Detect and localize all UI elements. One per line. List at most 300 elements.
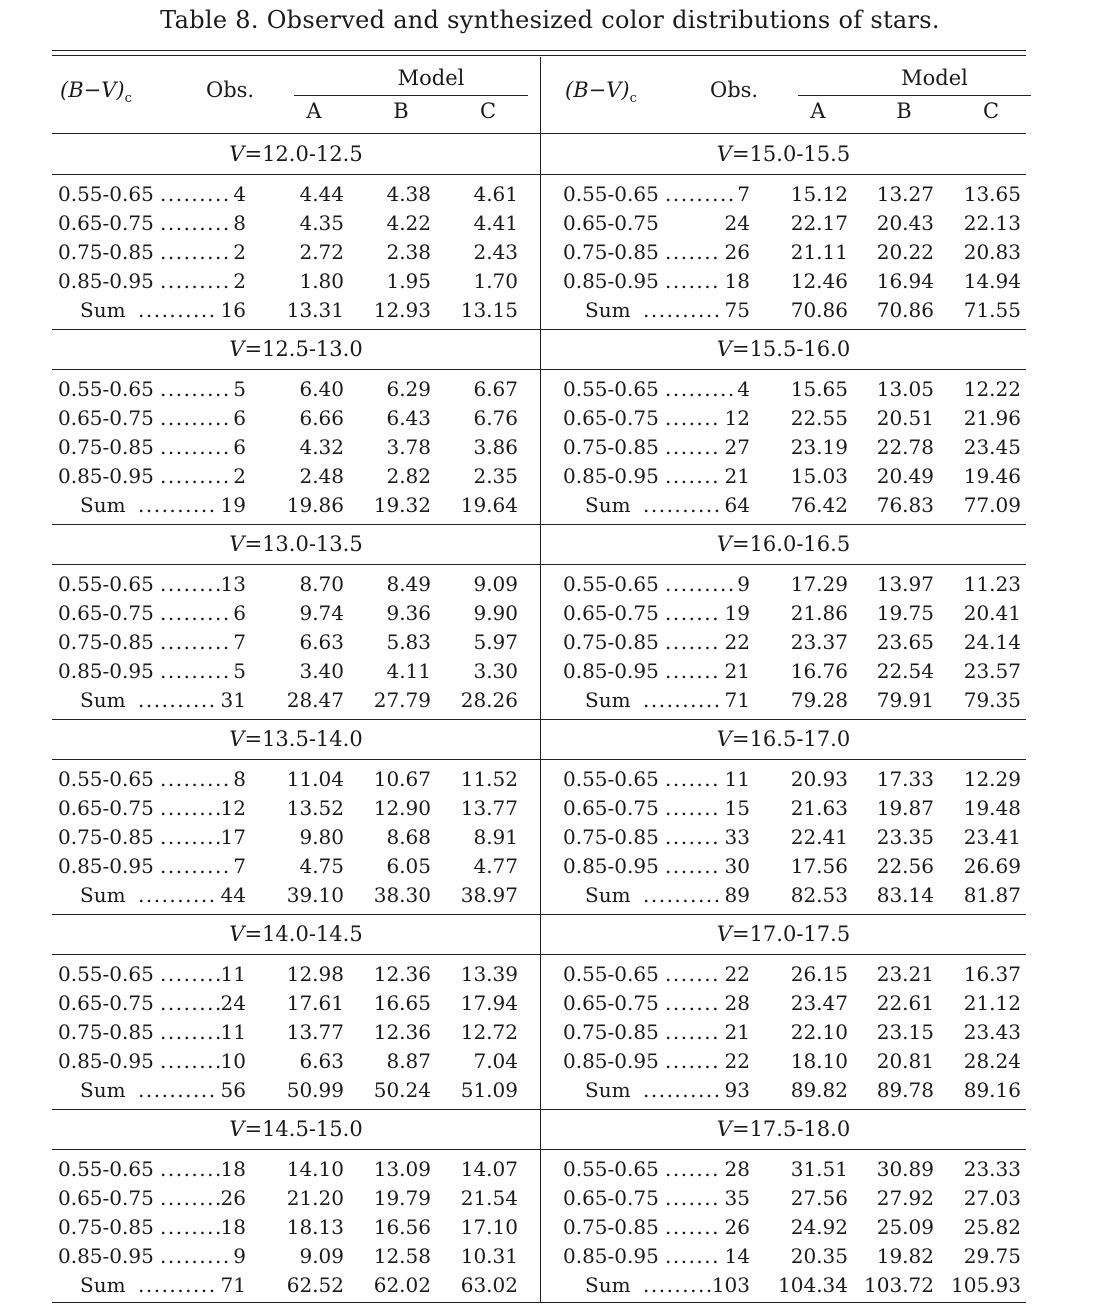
color-bin-label: 0.75-0.85 — [563, 435, 659, 459]
bottom-rule — [52, 1302, 1026, 1303]
model-a-value: 15.12 — [790, 182, 848, 206]
section-label — [541, 922, 1026, 946]
model-b-value: 4.38 — [386, 182, 431, 206]
model-c-value: 3.86 — [473, 435, 518, 459]
model-b-value: 83.14 — [876, 883, 934, 907]
dot-leader: ....... — [665, 767, 721, 791]
dot-leader: .......... — [643, 1078, 722, 1102]
section-label — [541, 142, 1026, 166]
model-a-value: 18.13 — [286, 1215, 344, 1239]
model-c-value: 105.93 — [951, 1273, 1021, 1297]
section-rule — [52, 954, 540, 955]
dot-leader: ....... — [665, 1157, 721, 1181]
model-a-value: 15.03 — [790, 464, 848, 488]
model-a-value: 23.19 — [790, 435, 848, 459]
model-c-value: 63.02 — [460, 1273, 518, 1297]
model-c-value: 23.43 — [963, 1020, 1021, 1044]
model-b-value: 16.56 — [373, 1215, 431, 1239]
model-a-value: 4.32 — [299, 435, 344, 459]
model-a-value: 28.47 — [286, 688, 344, 712]
model-b-value: 19.32 — [373, 493, 431, 517]
dot-leader: ......... — [160, 659, 231, 683]
model-c-value: 24.14 — [963, 630, 1021, 654]
magnitude-symbol: V — [716, 337, 732, 361]
section-separator — [52, 1109, 540, 1110]
color-bin-label: 0.85-0.95 — [58, 1049, 154, 1073]
magnitude-symbol: V — [229, 1117, 245, 1141]
model-b-value: 70.86 — [876, 298, 934, 322]
model-c-value: 17.94 — [460, 991, 518, 1015]
model-b-value: 103.72 — [864, 1273, 934, 1297]
color-bin-label: 0.75-0.85 — [563, 825, 659, 849]
model-a-value: 20.35 — [790, 1244, 848, 1268]
section-label — [52, 532, 540, 556]
obs-value: 21 — [724, 464, 750, 488]
dot-leader: ........ — [160, 1215, 223, 1239]
obs-value: 71 — [220, 1273, 246, 1297]
obs-value: 16 — [220, 298, 246, 322]
magnitude-symbol: V — [229, 337, 245, 361]
color-bin-label: 0.65-0.75 — [563, 406, 659, 430]
obs-value: 9 — [737, 572, 750, 596]
dot-leader: ......... — [160, 406, 231, 430]
model-a-value: 13.31 — [286, 298, 344, 322]
model-c-value: 19.46 — [963, 464, 1021, 488]
dot-leader: ........ — [160, 1020, 223, 1044]
section-separator — [541, 524, 1026, 525]
obs-value: 14 — [724, 1244, 750, 1268]
model-a-value: 6.40 — [299, 377, 344, 401]
bv-label: (B−V) — [565, 78, 630, 102]
model-a-value: 70.86 — [790, 298, 848, 322]
color-bin-label: 0.65-0.75 — [563, 601, 659, 625]
model-a-value: 12.46 — [790, 269, 848, 293]
color-bin-label: 0.65-0.75 — [563, 1186, 659, 1210]
column-header-model-c: C — [479, 99, 497, 123]
model-a-value: 11.04 — [286, 767, 344, 791]
model-b-value: 30.89 — [876, 1157, 934, 1181]
model-b-value: 16.94 — [876, 269, 934, 293]
color-bin-label: 0.85-0.95 — [563, 269, 659, 293]
magnitude-range: =12.0-12.5 — [244, 142, 363, 166]
dot-leader: ....... — [665, 854, 721, 878]
model-c-value: 4.77 — [473, 854, 518, 878]
obs-value: 103 — [711, 1273, 750, 1297]
model-b-value: 38.30 — [373, 883, 431, 907]
column-header-obs: Obs. — [206, 78, 255, 102]
dot-leader: .......... — [138, 688, 217, 712]
model-b-value: 20.49 — [876, 464, 934, 488]
color-bin-label: 0.75-0.85 — [58, 240, 154, 264]
model-b-value: 2.82 — [386, 464, 431, 488]
magnitude-symbol: V — [229, 532, 245, 556]
model-c-value: 4.61 — [473, 182, 518, 206]
model-a-value: 13.77 — [286, 1020, 344, 1044]
color-bin-label: 0.55-0.65 — [563, 572, 659, 596]
model-a-value: 62.52 — [286, 1273, 344, 1297]
model-a-value: 2.48 — [299, 464, 344, 488]
obs-value: 6 — [233, 406, 246, 430]
dot-leader: ......... — [160, 601, 231, 625]
obs-value: 9 — [233, 1244, 246, 1268]
model-a-value: 22.41 — [790, 825, 848, 849]
section-rule — [52, 759, 540, 760]
model-c-value: 77.09 — [963, 493, 1021, 517]
dot-leader: ........ — [160, 572, 223, 596]
obs-value: 30 — [724, 854, 750, 878]
model-c-value: 11.23 — [963, 572, 1021, 596]
dot-leader: .......... — [138, 883, 217, 907]
table-title: Table 8. Observed and synthesized color distributions of stars. — [160, 6, 940, 34]
model-b-value: 79.91 — [876, 688, 934, 712]
dot-leader: ........ — [160, 1186, 223, 1210]
model-underline — [798, 95, 1031, 96]
obs-value: 10 — [220, 1049, 246, 1073]
color-bin-label: 0.75-0.85 — [58, 1215, 154, 1239]
model-c-value: 9.09 — [473, 572, 518, 596]
model-c-value: 16.37 — [963, 962, 1021, 986]
obs-value: 89 — [724, 883, 750, 907]
model-underline — [294, 95, 528, 96]
column-header-model: Model — [397, 66, 465, 90]
model-c-value: 23.41 — [963, 825, 1021, 849]
model-c-value: 6.67 — [473, 377, 518, 401]
section-label — [52, 1117, 540, 1141]
model-a-value: 4.35 — [299, 211, 344, 235]
color-bin-label: 0.55-0.65 — [58, 1157, 154, 1181]
obs-value: 6 — [233, 435, 246, 459]
obs-value: 19 — [220, 493, 246, 517]
dot-leader: ......... — [665, 182, 736, 206]
model-b-value: 8.87 — [386, 1049, 431, 1073]
sum-label: Sum — [585, 1078, 631, 1102]
model-b-value: 19.87 — [876, 796, 934, 820]
section-label — [52, 727, 540, 751]
magnitude-symbol: V — [716, 1117, 732, 1141]
dot-leader: .......... — [643, 298, 722, 322]
obs-value: 26 — [220, 1186, 246, 1210]
obs-value: 18 — [220, 1215, 246, 1239]
obs-value: 71 — [724, 688, 750, 712]
bv-subscript: c — [124, 91, 132, 107]
model-b-value: 10.67 — [373, 767, 431, 791]
model-c-value: 6.76 — [473, 406, 518, 430]
obs-value: 12 — [220, 796, 246, 820]
model-b-value: 4.11 — [386, 659, 431, 683]
model-c-value: 12.22 — [963, 377, 1021, 401]
dot-leader: ....... — [665, 601, 721, 625]
model-b-value: 1.95 — [386, 269, 431, 293]
model-c-value: 12.29 — [963, 767, 1021, 791]
obs-value: 18 — [724, 269, 750, 293]
section-rule — [541, 564, 1026, 565]
center-divider — [540, 57, 541, 1302]
color-bin-label: 0.75-0.85 — [58, 825, 154, 849]
dot-leader: ....... — [665, 991, 721, 1015]
obs-value: 35 — [724, 1186, 750, 1210]
obs-value: 15 — [724, 796, 750, 820]
dot-leader: ......... — [160, 630, 231, 654]
sum-label: Sum — [80, 1078, 126, 1102]
model-b-value: 22.54 — [876, 659, 934, 683]
color-bin-label: 0.85-0.95 — [563, 659, 659, 683]
obs-value: 11 — [724, 767, 750, 791]
magnitude-symbol: V — [716, 532, 732, 556]
model-b-value: 23.15 — [876, 1020, 934, 1044]
dot-leader: ....... — [665, 1215, 721, 1239]
model-c-value: 14.94 — [963, 269, 1021, 293]
dot-leader: ........ — [160, 962, 223, 986]
model-a-value: 50.99 — [286, 1078, 344, 1102]
obs-value: 27 — [724, 435, 750, 459]
dot-leader: ........ — [160, 991, 223, 1015]
model-c-value: 19.64 — [460, 493, 518, 517]
model-a-value: 18.10 — [790, 1049, 848, 1073]
color-bin-label: 0.75-0.85 — [58, 1020, 154, 1044]
model-a-value: 9.80 — [299, 825, 344, 849]
model-c-value: 29.75 — [963, 1244, 1021, 1268]
model-b-value: 20.51 — [876, 406, 934, 430]
model-b-value: 22.56 — [876, 854, 934, 878]
header-rule — [52, 133, 540, 134]
model-a-value: 21.20 — [286, 1186, 344, 1210]
color-bin-label: 0.75-0.85 — [563, 1020, 659, 1044]
model-a-value: 89.82 — [790, 1078, 848, 1102]
color-bin-label: 0.75-0.85 — [58, 630, 154, 654]
model-c-value: 2.35 — [473, 464, 518, 488]
section-separator — [541, 1109, 1026, 1110]
color-bin-label: 0.85-0.95 — [563, 1049, 659, 1073]
magnitude-range: =16.0-16.5 — [731, 532, 851, 556]
sum-label: Sum — [585, 493, 631, 517]
model-b-value: 6.05 — [386, 854, 431, 878]
magnitude-range: =13.0-13.5 — [244, 532, 363, 556]
column-header-model-b: B — [393, 99, 409, 123]
model-c-value: 71.55 — [963, 298, 1021, 322]
model-b-value: 3.78 — [386, 435, 431, 459]
dot-leader: ....... — [665, 796, 721, 820]
column-header-model: Model — [901, 66, 968, 90]
color-bin-label: 0.55-0.65 — [58, 182, 154, 206]
magnitude-range: =14.0-14.5 — [244, 922, 363, 946]
model-a-value: 6.63 — [299, 1049, 344, 1073]
color-bin-label: 0.65-0.75 — [58, 796, 154, 820]
model-b-value: 27.92 — [876, 1186, 934, 1210]
column-header-bv — [60, 78, 132, 111]
dot-leader: ......... — [665, 572, 736, 596]
model-c-value: 21.54 — [460, 1186, 518, 1210]
dot-leader: ....... — [665, 659, 721, 683]
obs-value: 26 — [724, 1215, 750, 1239]
obs-value: 17 — [220, 825, 246, 849]
model-b-value: 5.83 — [386, 630, 431, 654]
color-bin-label: 0.85-0.95 — [58, 659, 154, 683]
model-a-value: 22.17 — [790, 211, 848, 235]
section-label — [52, 922, 540, 946]
model-a-value: 23.47 — [790, 991, 848, 1015]
model-c-value: 20.83 — [963, 240, 1021, 264]
magnitude-symbol: V — [229, 922, 245, 946]
obs-value: 33 — [724, 825, 750, 849]
model-b-value: 27.79 — [373, 688, 431, 712]
color-bin-label: 0.85-0.95 — [563, 464, 659, 488]
obs-value: 22 — [724, 962, 750, 986]
dot-leader: ......... — [643, 1273, 714, 1297]
model-b-value: 19.79 — [373, 1186, 431, 1210]
model-a-value: 21.63 — [790, 796, 848, 820]
column-header-model-a: A — [810, 99, 826, 123]
section-rule — [52, 564, 540, 565]
magnitude-symbol: V — [229, 727, 245, 751]
model-c-value: 81.87 — [963, 883, 1021, 907]
model-b-value: 12.58 — [373, 1244, 431, 1268]
obs-value: 28 — [724, 1157, 750, 1181]
model-c-value: 79.35 — [963, 688, 1021, 712]
color-bin-label: 0.55-0.65 — [563, 1157, 659, 1181]
obs-value: 12 — [724, 406, 750, 430]
model-b-value: 12.36 — [373, 962, 431, 986]
model-c-value: 8.91 — [473, 825, 518, 849]
sum-label: Sum — [80, 298, 126, 322]
color-bin-label: 0.65-0.75 — [563, 211, 659, 235]
model-a-value: 13.52 — [286, 796, 344, 820]
sum-label: Sum — [585, 298, 631, 322]
color-bin-label: 0.85-0.95 — [58, 1244, 154, 1268]
color-bin-label: 0.65-0.75 — [563, 796, 659, 820]
dot-leader: ....... — [665, 406, 721, 430]
dot-leader: ......... — [160, 464, 231, 488]
color-bin-label: 0.55-0.65 — [563, 377, 659, 401]
obs-value: 13 — [220, 572, 246, 596]
model-a-value: 12.98 — [286, 962, 344, 986]
top-rule — [52, 50, 1026, 51]
model-c-value: 89.16 — [963, 1078, 1021, 1102]
model-a-value: 2.72 — [299, 240, 344, 264]
obs-value: 4 — [233, 182, 246, 206]
obs-value: 44 — [220, 883, 246, 907]
section-label — [52, 142, 540, 166]
obs-value: 2 — [233, 269, 246, 293]
dot-leader: ....... — [665, 1020, 721, 1044]
color-bin-label: 0.55-0.65 — [58, 572, 154, 596]
model-a-value: 8.70 — [299, 572, 344, 596]
obs-value: 5 — [233, 659, 246, 683]
obs-value: 26 — [724, 240, 750, 264]
model-b-value: 2.38 — [386, 240, 431, 264]
model-b-value: 20.81 — [876, 1049, 934, 1073]
header-rule — [541, 133, 1026, 134]
section-rule — [541, 1149, 1026, 1150]
model-b-value: 16.65 — [373, 991, 431, 1015]
color-bin-label: 0.55-0.65 — [58, 962, 154, 986]
model-b-value: 22.78 — [876, 435, 934, 459]
dot-leader: ....... — [665, 630, 721, 654]
model-c-value: 28.26 — [460, 688, 518, 712]
model-a-value: 23.37 — [790, 630, 848, 654]
model-a-value: 21.11 — [790, 240, 848, 264]
color-bin-label: 0.85-0.95 — [58, 854, 154, 878]
column-header-obs: Obs. — [710, 78, 759, 102]
sum-label: Sum — [80, 883, 126, 907]
model-c-value: 17.10 — [460, 1215, 518, 1239]
color-bin-label: 0.75-0.85 — [563, 1215, 659, 1239]
section-label — [541, 532, 1026, 556]
dot-leader: ......... — [160, 182, 231, 206]
obs-value: 7 — [233, 630, 246, 654]
model-b-value: 9.36 — [386, 601, 431, 625]
color-bin-label: 0.65-0.75 — [58, 601, 154, 625]
dot-leader: ........ — [160, 796, 223, 820]
dot-leader: ....... — [665, 1186, 721, 1210]
model-a-value: 6.66 — [299, 406, 344, 430]
dot-leader: .......... — [643, 688, 722, 712]
section-separator — [52, 719, 540, 720]
section-separator — [541, 719, 1026, 720]
model-c-value: 12.72 — [460, 1020, 518, 1044]
obs-value: 22 — [724, 1049, 750, 1073]
model-c-value: 27.03 — [963, 1186, 1021, 1210]
sum-label: Sum — [585, 1273, 631, 1297]
model-c-value: 23.33 — [963, 1157, 1021, 1181]
model-a-value: 17.61 — [286, 991, 344, 1015]
model-a-value: 76.42 — [790, 493, 848, 517]
color-bin-label: 0.55-0.65 — [563, 962, 659, 986]
model-a-value: 26.15 — [790, 962, 848, 986]
model-c-value: 13.65 — [963, 182, 1021, 206]
color-bin-label: 0.85-0.95 — [58, 269, 154, 293]
model-a-value: 16.76 — [790, 659, 848, 683]
dot-leader: ....... — [665, 962, 721, 986]
model-b-value: 12.36 — [373, 1020, 431, 1044]
model-c-value: 38.97 — [460, 883, 518, 907]
model-b-value: 76.83 — [876, 493, 934, 517]
model-b-value: 19.82 — [876, 1244, 934, 1268]
model-c-value: 2.43 — [473, 240, 518, 264]
obs-value: 4 — [737, 377, 750, 401]
dot-leader: ......... — [665, 377, 736, 401]
obs-value: 2 — [233, 464, 246, 488]
color-bin-label: 0.65-0.75 — [563, 991, 659, 1015]
color-bin-label: 0.75-0.85 — [563, 630, 659, 654]
obs-value: 24 — [724, 211, 750, 235]
model-a-value: 24.92 — [790, 1215, 848, 1239]
sum-label: Sum — [80, 1273, 126, 1297]
obs-value: 24 — [220, 991, 246, 1015]
model-a-value: 39.10 — [286, 883, 344, 907]
model-c-value: 13.39 — [460, 962, 518, 986]
section-rule — [541, 954, 1026, 955]
dot-leader: ....... — [665, 825, 721, 849]
obs-value: 21 — [724, 659, 750, 683]
dot-leader: ....... — [665, 464, 721, 488]
dot-leader: ........ — [160, 1049, 223, 1073]
dot-leader: .......... — [643, 493, 722, 517]
color-bin-label: 0.65-0.75 — [58, 991, 154, 1015]
model-b-value: 89.78 — [876, 1078, 934, 1102]
model-b-value: 4.22 — [386, 211, 431, 235]
model-c-value: 7.04 — [473, 1049, 518, 1073]
bv-label: (B−V) — [60, 78, 125, 102]
model-a-value: 82.53 — [790, 883, 848, 907]
model-b-value: 12.90 — [373, 796, 431, 820]
dot-leader: ......... — [160, 767, 231, 791]
color-bin-label: 0.85-0.95 — [563, 1244, 659, 1268]
section-rule — [52, 174, 540, 175]
model-b-value: 13.27 — [876, 182, 934, 206]
model-a-value: 31.51 — [790, 1157, 848, 1181]
dot-leader: ........ — [160, 1157, 223, 1181]
color-bin-label: 0.55-0.65 — [58, 377, 154, 401]
